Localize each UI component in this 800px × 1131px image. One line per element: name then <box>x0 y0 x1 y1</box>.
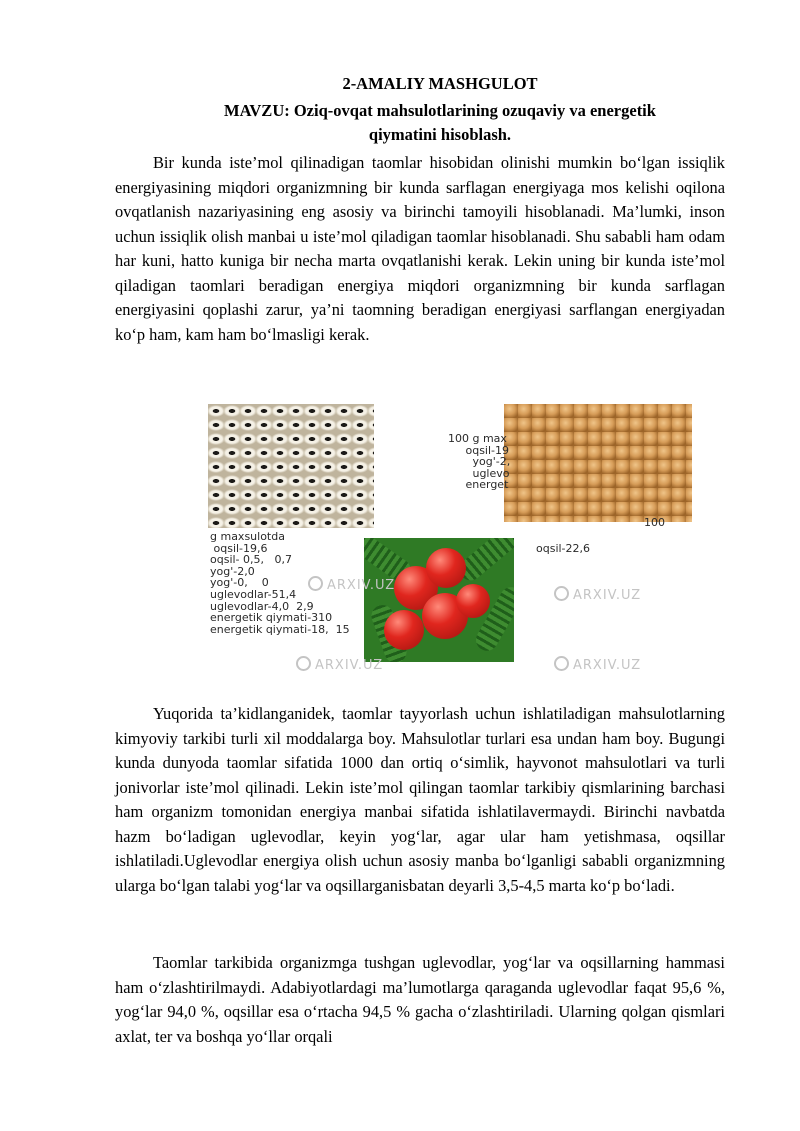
beans-photo <box>208 404 374 528</box>
protein-label: oqsil-22,6 <box>536 542 591 555</box>
amount-label: 100 <box>644 516 665 529</box>
watermark: ARXIV.UZ <box>308 576 395 593</box>
chickpeas-photo <box>504 404 692 522</box>
document-title-line1: 2-AMALIY MASHGULOT <box>342 74 538 93</box>
watermark: ARXIV.UZ <box>554 586 641 603</box>
watermark: ARXIV.UZ <box>554 656 641 673</box>
paragraph-2: Yuqorida ta’kidlanganidek, taomlar tayyorlash uchun ishlatiladigan mahsulotlarning kimyoviy tarkibi turli xil moddalarga boy. Mahsulotlar turlari esa undan ham boy. Bugungi kunda dunyoda taomlar sifatida 1000 dan ortiq o‘simlik, hayvonot mahsulotlari va turli jonivorlar iste’mol qilinadi. Lekin iste’mol qilingan taomlar tarkibiy qismlarining barchasi ham organizm tomonidan energiya manbai sifatida ishlatilavermaydi. Birinchi navbatda hazm bo‘ladigan uglevodlar, keyin yog‘lar, agar ular ham yetishmasa, oqsillar ishlatiladi.Uglevodlar energiya olish uchun asosiy manba bo‘lganligi sababli organizmning ularga bo‘lgan talabi yog‘lar va oqsillarganisbatan deyarli 3,5-4,5 marta ko‘p bo‘ladi. <box>115 704 725 895</box>
paragraph-1: Bir kunda iste’mol qilinadigan taomlar hisobidan olinishi mumkin bo‘lgan issiqlik energiyasining miqdori organizmning bir kunda sarflagan energiyaga mos kelishi oqilona ovqatlanish nazariyasining eng asosiy va birinchi tamoyili hisoblanadi. Ma’lumki, inson uchun issiqlik olish manbai u iste’mol qiladigan taomlar hisoblanadi. Shu sababli ham odam har kuni, hatto kuniga bir necha marta ovqatlanishi kerak. Lekin uning bir kunda iste’mol qiladigan taomlari beradigan energiya miqdori organizmning bir kunda sarflagan energiyasini qoplashi zarur, ya’ni taomning beradigan energiyasi sarflangan energiyadan ko‘p ham, kam ham bo‘lmasligi kerak. <box>115 153 725 344</box>
watermark: ARXIV.UZ <box>296 656 383 673</box>
chickpeas-nutrition-label: 100 g max oqsil-19 yog'-2, uglevo energet <box>448 432 511 492</box>
food-nutrition-figure <box>208 398 678 686</box>
document-title-line3: qiymatini hisoblash. <box>368 125 512 144</box>
document-title-line2: MAVZU: Oziq-ovqat mahsulotlarining ozuqaviy va energetik <box>224 101 656 120</box>
beans-nutrition-label: g maxsulotda oqsil-19,6 oqsil- 0,5, 0,7 yog'-2,0 yog'-0, 0 uglevodlar-51,4 uglevodlar-4,0 2,9 energetik qiymati-310 energetik qiymati-18, 15 <box>210 530 350 636</box>
paragraph-3: Taomlar tarkibida organizmga tushgan uglevodlar, yog‘lar va oqsillarning hammasi ham o‘zlashtirilmaydi. Adabiyotlardagi ma’lumotlarga qaraganda uglevodlar faqat 95,6 %, yog‘lar 94,0 %, oqsillar esa o‘rtacha 94,5 % gacha o‘zlashtiriladi. Ularning qolgan qismlari axlat, ter va boshqa yo‘llar orqali <box>115 953 725 1046</box>
tomato-cucumber-photo <box>364 538 514 662</box>
